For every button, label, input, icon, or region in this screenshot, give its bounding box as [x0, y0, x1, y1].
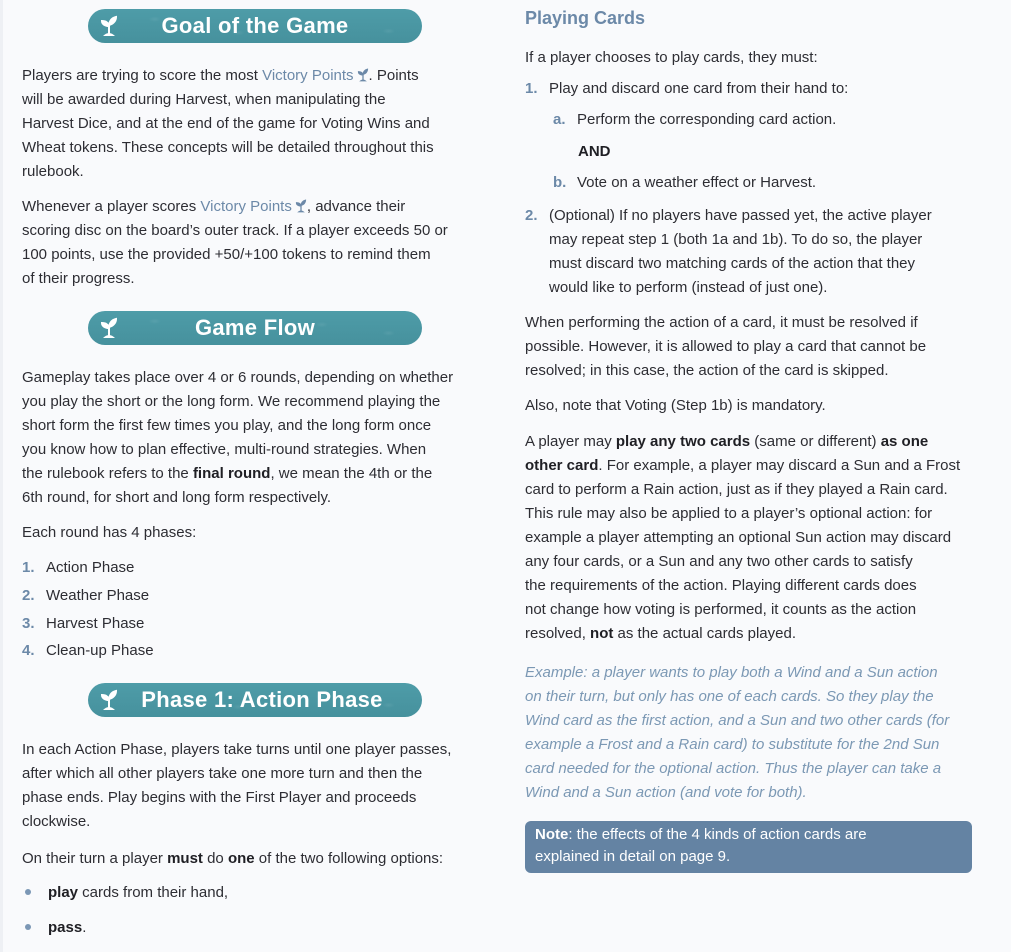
step-1a: a. Perform the corresponding card action. — [553, 111, 837, 128]
left-column — [22, 0, 502, 940]
goal-paragraph-1 — [22, 64, 502, 184]
text-line: will be awarded during Harvest, when manipulating the — [22, 91, 386, 108]
text-line: not change how voting is performed, it counts as the action — [525, 601, 917, 618]
text-line: Wheat tokens. These concepts will be detailed throughout this — [22, 139, 434, 156]
phase-list — [22, 556, 502, 663]
text-line: possible. However, it is allowed to play a card that cannot be — [525, 338, 927, 355]
bullet-icon — [25, 924, 31, 930]
text-line: phase ends. Play begins with the First Player and proceeds — [22, 789, 417, 806]
text-line: scoring disc on the board’s outer track. If a player exceeds 50 or — [22, 222, 448, 239]
step-1: 1. Play and discard one card from their hand to: — [525, 80, 849, 97]
step-2-first-line: 2. (Optional) If no players have passed yet, the active player — [525, 207, 932, 224]
bullet-icon — [25, 889, 31, 895]
victory-points-term: Victory Points — [200, 198, 306, 215]
phase-list-item: 4. Clean-up Phase — [22, 642, 154, 659]
section-banner-action-phase — [88, 683, 422, 717]
text-line: Harvest Dice, and at the end of the game for Voting Wins and — [22, 115, 430, 132]
text-line: Wind card as the first action, and a Sun and two other cards (for — [525, 712, 950, 729]
sprout-icon — [100, 689, 118, 711]
step-1b: b. Vote on a weather effect or Harvest. — [553, 174, 817, 191]
text-line: rulebook. — [22, 163, 84, 180]
option-list-item: play cards from their hand, — [22, 881, 502, 905]
page-edge — [0, 0, 3, 952]
text-line: Wind and a Sun action (and vote for both). — [525, 784, 807, 801]
any-two-cards-paragraph — [525, 430, 1005, 646]
text-line: the requirements of the action. Playing different cards does — [525, 577, 917, 594]
text-line: clockwise. — [22, 813, 91, 830]
sprout-icon — [100, 317, 118, 339]
text-line: would like to perform (instead of just one). — [549, 279, 828, 296]
text-line: card to perform a Rain action, just as if they played a Rain card. — [525, 481, 948, 498]
text-line: A player may play any two cards (same or different) as one — [525, 433, 929, 450]
text-line: 100 points, use the provided +50/+100 tokens to remind them — [22, 246, 431, 263]
playing-cards-intro: If a player chooses to play cards, they must: — [525, 49, 818, 66]
note-line: explained in detail on page 9. — [535, 848, 731, 865]
phases-intro: Each round has 4 phases: — [22, 524, 197, 541]
options-intro: On their turn a player must do one of the two following options: — [22, 850, 444, 867]
action-phase-paragraph — [22, 738, 502, 834]
example-paragraph — [525, 661, 1005, 805]
note-line: Note: the effects of the 4 kinds of action cards are — [535, 826, 867, 843]
text-line: may repeat step 1 (both 1a and 1b). To do so, the player — [549, 231, 923, 248]
right-column — [525, 0, 1005, 873]
text-line: Gameplay takes place over 4 or 6 rounds, depending on whether — [22, 369, 454, 386]
text-line: the rulebook refers to the final round, we mean the 4th or the — [22, 465, 433, 482]
phase-list-item: 2. Weather Phase — [22, 587, 150, 604]
voting-mandatory-text: Also, note that Voting (Step 1b) is mandatory. — [525, 397, 826, 414]
and-label: AND — [578, 143, 611, 160]
text-line: must discard two matching cards of the action that they — [549, 255, 916, 272]
sprout-icon — [100, 15, 118, 37]
text-line: Example: a player wants to play both a Wind and a Sun action — [525, 664, 938, 681]
section-banner-goal — [88, 9, 422, 43]
text-line: of their progress. — [22, 270, 135, 287]
section-title: Phase 1: Action Phase — [141, 687, 383, 712]
text-line: This rule may also be applied to a player’s optional action: for — [525, 505, 933, 522]
text-line: example a Frost and a Rain card) to substitute for the 2nd Sun — [525, 736, 940, 753]
text-line: short form the first few times you play, and the long form once — [22, 417, 432, 434]
text-line: Players are trying to score the most Victory Points . Points — [22, 67, 419, 84]
text-line: In each Action Phase, players take turns until one player passes, — [22, 741, 452, 758]
section-heading: Playing Cards — [525, 8, 646, 28]
text-line: Whenever a player scores Victory Points , advance their — [22, 198, 406, 215]
note-box — [525, 821, 972, 873]
text-line: example a player attempting an optional Sun action may discard — [525, 529, 952, 546]
victory-points-term: Victory Points — [262, 67, 368, 84]
option-list-item: pass. — [22, 916, 502, 940]
text-line: any four cards, or a Sun and any two other cards to satisfy — [525, 553, 913, 570]
phase-list-item: 3. Harvest Phase — [22, 615, 145, 632]
text-line: other card. For example, a player may discard a Sun and a Frost — [525, 457, 961, 474]
text-line: you play the short or the long form. We recommend playing the — [22, 393, 441, 410]
section-title: Game Flow — [194, 315, 316, 340]
text-line: on their turn, but only has one of each cards. So they play the — [525, 688, 934, 705]
phase-list-item: 1. Action Phase — [22, 559, 135, 576]
sprout-icon — [357, 68, 369, 82]
text-line: resolved, not as the actual cards played. — [525, 625, 796, 642]
text-line: after which all other players take one more turn and then the — [22, 765, 423, 782]
text-line: you know how to plan effective, multi-round strategies. When — [22, 441, 427, 458]
goal-paragraph-2 — [22, 195, 502, 291]
text-line: When performing the action of a card, it must be resolved if — [525, 314, 918, 331]
step-2 — [525, 204, 1005, 300]
text-line: card needed for the optional action. Thus the player can take a — [525, 760, 942, 777]
sprout-icon — [295, 199, 307, 213]
section-banner-game-flow — [88, 311, 422, 345]
text-line: resolved; in this case, the action of the card is skipped. — [525, 362, 889, 379]
resolve-paragraph — [525, 311, 1005, 383]
text-line: 6th round, for short and long form respectively. — [22, 489, 332, 506]
flow-paragraph-1 — [22, 366, 502, 510]
section-title: Goal of the Game — [161, 13, 349, 38]
